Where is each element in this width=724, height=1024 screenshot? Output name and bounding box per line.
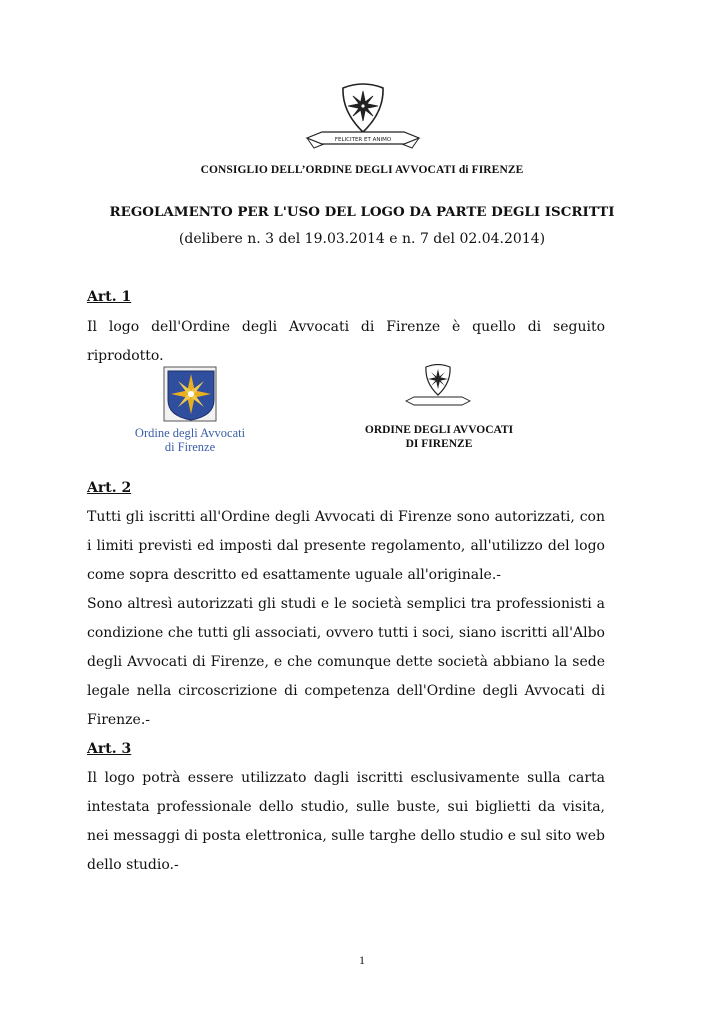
art2-line: Sono altresì autorizzati gli studi e le società semplici tra professionisti a <box>87 596 605 612</box>
art2-body <box>87 503 605 735</box>
art2-line: come sopra descritto ed esattamente uguale all'originale.- <box>87 567 502 583</box>
art3-line: intestata professionale dello studio, sulle buste, sui biglietti da visita, <box>87 799 605 815</box>
art1-text: Il logo dell'Ordine degli Avvocati di Firenze è quello di seguito riprodotto. <box>87 319 605 364</box>
art2-line: condizione che tutti gli associati, ovvero tutti i soci, siano iscritti all'Albo <box>87 625 605 641</box>
art3-body <box>87 764 605 880</box>
art2-line: degli Avvocati di Firenze, e che comunque dette società abbiano la sede <box>87 654 605 670</box>
art2-line: Tutti gli iscritti all'Ordine degli Avvocati di Firenze sono autorizzati, con <box>87 509 605 525</box>
art2-line: i limiti previsti ed imposti dal presente regolamento, all'utilizzo del logo <box>87 538 605 554</box>
art2-line: legale nella circoscrizione di competenza dell'Ordine degli Avvocati di <box>87 683 605 699</box>
crest-motto: FELICITER ET ANIMO <box>334 137 392 143</box>
art3-line: Il logo potrà essere utilizzato dagli iscritti esclusivamente sulla carta <box>87 770 605 786</box>
council-name: CONSIGLIO DELL’ORDINE DEGLI AVVOCATI di FIRENZE <box>200 164 524 176</box>
crest-logo <box>304 82 422 152</box>
art1-heading: Art. 1 <box>87 289 132 305</box>
blue-logo <box>163 366 219 422</box>
art3-heading: Art. 3 <box>87 741 132 757</box>
art3-line: dello studio.- <box>87 857 179 873</box>
document-title: REGOLAMENTO PER L'USO DEL LOGO DA PARTE DEGLI ISCRITTI <box>109 204 615 220</box>
black-logo-caption: ORDINE DEGLI AVVOCATI DI FIRENZE <box>364 424 514 450</box>
art3-line: nei messaggi di posta elettronica, sulle targhe dello studio e sul sito web <box>87 828 606 844</box>
page-number: 1 <box>359 953 365 967</box>
art2-line: Firenze.- <box>87 712 151 728</box>
small-crest-logo <box>402 364 474 410</box>
document-subtitle: (delibere n. 3 del 19.03.2014 e n. 7 del 02.04.2014) <box>178 231 546 247</box>
art2-heading: Art. 2 <box>87 480 132 496</box>
blue-logo-caption: Ordine degli Avvocati di Firenze <box>134 426 246 454</box>
